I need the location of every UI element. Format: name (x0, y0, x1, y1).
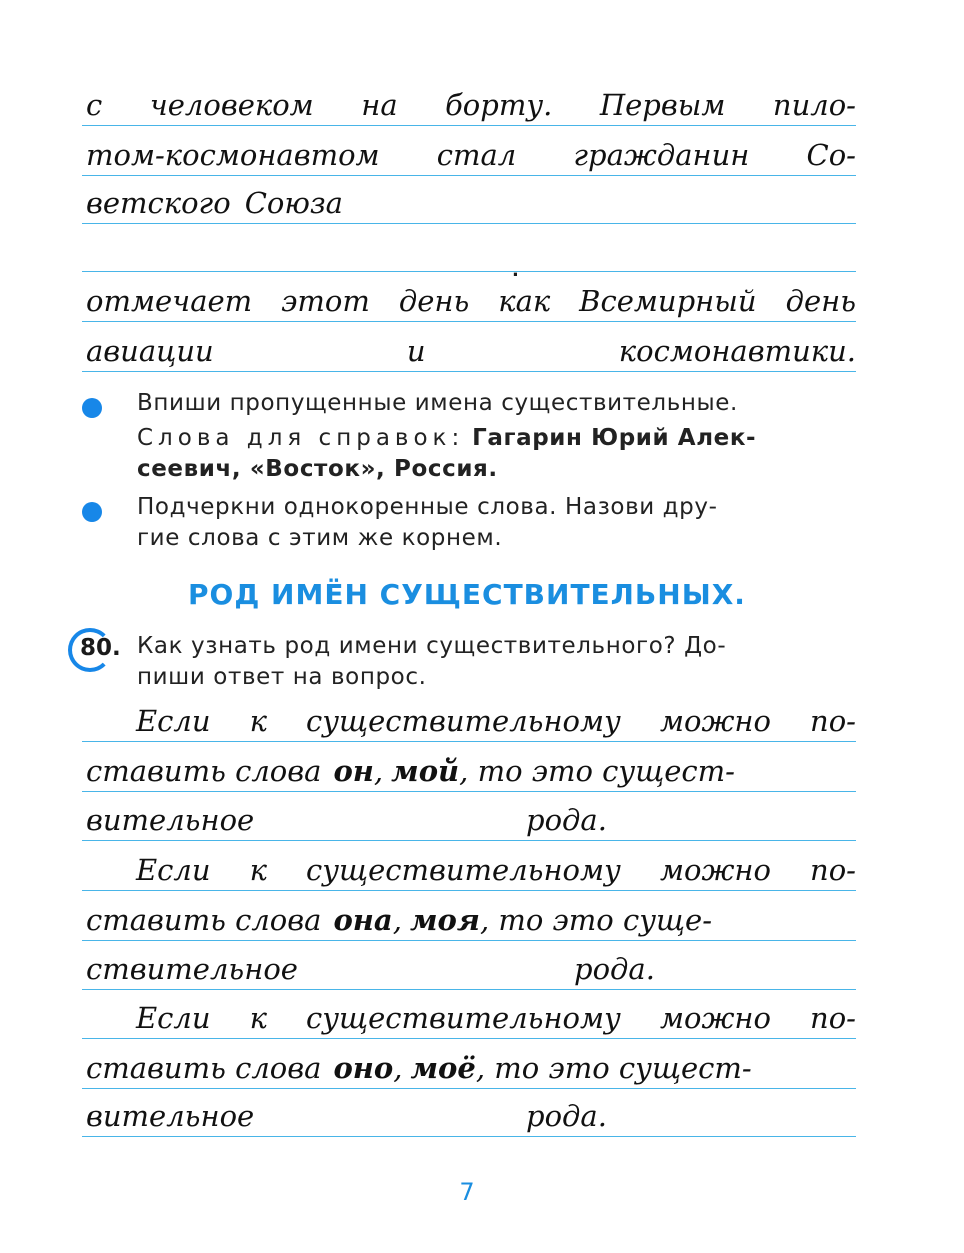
answer-line (82, 989, 856, 1039)
handwritten-word: день (398, 284, 470, 318)
gender-word: моё (410, 1051, 476, 1085)
handwritten-word: гражданин (573, 138, 750, 172)
handwritten-word: Всемирный (579, 284, 757, 318)
handwritten-word: , (392, 903, 402, 937)
gender-word: мой (391, 754, 460, 788)
handwritten-text (136, 1001, 856, 1035)
handwritten-word: борту. (445, 88, 553, 122)
exercise-number-text: 80. (80, 635, 121, 661)
handwritten-word: существительному (305, 1001, 621, 1035)
handwritten-text (86, 284, 856, 318)
handwritten-text (86, 1099, 856, 1133)
handwritten-word: рода. (526, 1099, 607, 1133)
handwritten-word: авиации (86, 334, 214, 368)
handwritten-word: Если (136, 1001, 211, 1035)
gender-word: моя (409, 903, 480, 937)
handwritten-text (86, 754, 856, 788)
instruction-1 (137, 388, 857, 485)
answer-line (82, 742, 856, 792)
handwritten-word: к (249, 853, 267, 887)
handwritten-word: к (249, 1001, 267, 1035)
handwritten-word: , то это суще- (479, 903, 713, 937)
handwritten-text (136, 704, 856, 738)
instruction-2-line2: гие слова с этим же корнем. (137, 525, 503, 551)
handwriting-line (82, 174, 856, 224)
handwritten-word: и (406, 334, 426, 368)
handwritten-word: Если (136, 704, 211, 738)
handwritten-word: , (393, 1051, 403, 1085)
instruction-2-line1: Подчеркни однокоренные слова. Назови дру- (137, 494, 718, 520)
handwritten-word: Если (136, 853, 211, 887)
reference-words-line1: Гагарин Юрий Алек- (472, 425, 757, 451)
handwritten-word: рода. (526, 803, 607, 837)
handwritten-text (86, 952, 856, 986)
handwritten-word: на (361, 88, 398, 122)
handwriting-line (82, 272, 856, 322)
handwritten-word: день (785, 284, 856, 318)
instruction-1-text: Впиши пропущенные имена существительные. (137, 390, 738, 416)
handwriting-line (82, 76, 856, 126)
gender-word: она (333, 903, 393, 937)
period-mark: . (512, 260, 519, 281)
bullet-icon (82, 502, 102, 522)
handwritten-word: ставить слова (86, 1051, 322, 1085)
handwritten-word: ставить слова (86, 754, 322, 788)
handwritten-word: стал (436, 138, 517, 172)
gender-word: оно (333, 1051, 394, 1085)
handwritten-word: вительное (86, 1099, 255, 1133)
handwritten-word: можно (659, 704, 771, 738)
handwritten-text (86, 88, 856, 122)
page-number: 7 (459, 1178, 475, 1206)
exercise-number (68, 628, 120, 668)
handwritten-word: по- (810, 704, 856, 738)
handwritten-word: ствительное (86, 952, 298, 986)
handwritten-word: существительному (305, 704, 621, 738)
handwritten-word: пило- (772, 88, 856, 122)
handwritten-word: ставить слова (86, 903, 322, 937)
handwritten-word: существительному (305, 853, 621, 887)
answer-line (82, 940, 856, 990)
answer-line (82, 791, 856, 841)
handwritten-word: ветского (86, 186, 231, 220)
gender-word: он (333, 754, 374, 788)
answer-line (82, 1087, 856, 1137)
ruled-line (82, 1136, 856, 1137)
reference-label: Слова для справок: (137, 425, 465, 451)
handwritten-text (86, 803, 856, 837)
answer-line (82, 841, 856, 891)
handwritten-word: Со- (806, 138, 856, 172)
answer-line (82, 891, 856, 941)
section-title: РОД ИМЁН СУЩЕСТВИТЕЛЬНЫХ. (188, 578, 746, 611)
handwritten-text (86, 334, 856, 368)
ruled-line (82, 371, 856, 372)
handwritten-word: рода. (574, 952, 655, 986)
handwritten-word: , то это сущест- (475, 1051, 752, 1085)
handwritten-word: , (373, 754, 384, 788)
exercise-question-line1: Как узнать род имени существительного? До- (137, 633, 727, 659)
handwritten-word: человеком (149, 88, 314, 122)
handwriting-line (82, 322, 856, 372)
handwritten-word: Союза (244, 186, 343, 220)
handwritten-word: вительное (86, 803, 255, 837)
handwritten-word: отмечает (86, 284, 253, 318)
answer-line (82, 1039, 856, 1089)
handwritten-word: с (86, 88, 103, 122)
exercise-question (137, 631, 857, 693)
exercise-question-line2: пиши ответ на вопрос. (137, 664, 427, 690)
handwritten-word: этот (281, 284, 370, 318)
handwriting-line (82, 222, 856, 272)
reference-words-line2: сеевич, «Восток», Россия. (137, 456, 498, 482)
handwritten-text (86, 903, 856, 937)
handwritten-word: к (249, 704, 267, 738)
handwritten-word: как (498, 284, 551, 318)
handwriting-line (82, 126, 856, 176)
handwritten-word: по- (810, 1001, 856, 1035)
handwritten-word: космонавтики. (618, 334, 856, 368)
handwritten-text (86, 138, 856, 172)
handwritten-word: том-космонавтом (86, 138, 380, 172)
handwritten-word: Первым (599, 88, 726, 122)
bullet-icon (82, 398, 102, 418)
handwritten-text (136, 853, 856, 887)
handwritten-word: можно (659, 1001, 771, 1035)
handwritten-word: по- (810, 853, 856, 887)
handwritten-word: , то это сущест- (459, 754, 735, 788)
instruction-2 (137, 492, 857, 554)
reference-words (137, 423, 857, 454)
handwritten-text (86, 186, 856, 220)
handwritten-text (86, 1051, 856, 1085)
handwritten-word: можно (659, 853, 771, 887)
answer-line (82, 692, 856, 742)
